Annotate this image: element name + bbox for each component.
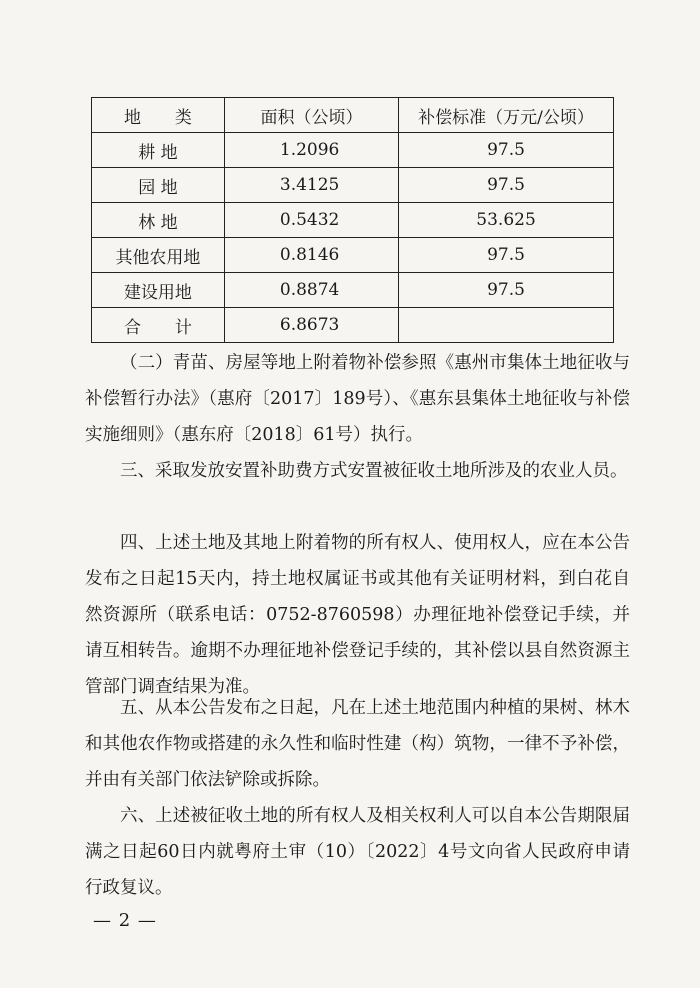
cell-area: 0.5432 (224, 203, 398, 238)
cell-rate (399, 308, 614, 343)
cell-rate: 97.5 (399, 273, 614, 308)
header-land-type: 地 类 (92, 98, 225, 133)
paragraph-registration: 四、上述土地及其地上附着物的所有权人、使用权人，应在本公告发布之日起15天内，持土地权属证书或其他有关证明材料，到白花自然资源所（联系电话：0752-8760598）办理征地补偿登记手续，并请互相转告。逾期不办理征地补偿登记手续的，其补偿以县自然资源主管部门调查结果为准。 (85, 533, 630, 697)
cell-land-type: 耕 地 (92, 133, 225, 168)
cell-rate: 97.5 (399, 133, 614, 168)
paragraph-seedling-compensation: （二）青苗、房屋等地上附着物补偿参照《惠州市集体土地征收与补偿暂行办法》（惠府〔2017〕189号）、《惠东县集体土地征收与补偿实施细则》（惠东府〔2018〕61号）执行。 (85, 353, 630, 445)
header-rate: 补偿标准（万元/公顷） (399, 98, 614, 133)
table-row (92, 238, 614, 273)
cell-rate: 53.625 (399, 203, 614, 238)
cell-area: 3.4125 (224, 168, 398, 203)
compensation-table (91, 97, 614, 343)
page-number: — 2 — (93, 910, 157, 931)
cell-area: 6.8673 (224, 308, 398, 343)
cell-land-type: 建设用地 (92, 273, 225, 308)
paragraph-no-compensation: 五、从本公告发布之日起，凡在上述土地范围内种植的果树、林木和其他农作物或搭建的永久性和临时性建（构）筑物，一律不予补偿，并由有关部门依法铲除或拆除。 (85, 698, 630, 790)
cell-area: 1.2096 (224, 133, 398, 168)
cell-land-type: 园 地 (92, 168, 225, 203)
paragraph-administrative-review: 六、上述被征收土地的所有权人及相关权利人可以自本公告期限届满之日起60日内就粤府土审（10）〔2022〕4号文向省人民政府申请行政复议。 (85, 806, 630, 898)
cell-rate: 97.5 (399, 168, 614, 203)
header-area: 面积（公顷） (224, 98, 398, 133)
cell-land-type: 林 地 (92, 203, 225, 238)
table-row (92, 203, 614, 238)
table-row (92, 168, 614, 203)
cell-rate: 97.5 (399, 238, 614, 273)
cell-land-type: 其他农用地 (92, 238, 225, 273)
cell-area: 0.8874 (224, 273, 398, 308)
cell-area: 0.8146 (224, 238, 398, 273)
table-row (92, 133, 614, 168)
table-header-row (92, 98, 614, 133)
cell-land-type: 合 计 (92, 308, 225, 343)
table-total-row (92, 308, 614, 343)
table-row (92, 273, 614, 308)
paragraph-resettlement: 三、采取发放安置补助费方式安置被征收土地所涉及的农业人员。 (120, 461, 628, 481)
